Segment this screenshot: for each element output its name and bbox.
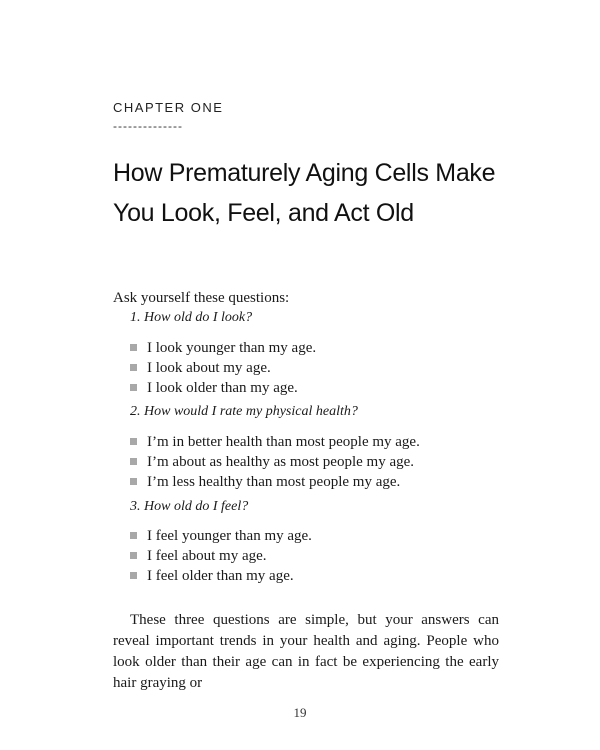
question-2-options: [130, 432, 420, 492]
chapter-rule: --------------: [113, 119, 183, 133]
list-item: [130, 566, 312, 586]
question-1: 1. How old do I look?: [130, 310, 253, 325]
chapter-label: CHAPTER ONE: [113, 100, 224, 115]
option-text: I’m about as healthy as most people my age.: [147, 454, 415, 470]
body-paragraph: These three questions are simple, but your answers can reveal important trends in your health and aging. People who look older than their age can in fact be experiencing the early hair graying or: [113, 612, 499, 691]
option-text: I’m less healthy than most people my age.: [147, 474, 401, 490]
list-item: [130, 452, 420, 472]
intro-text: Ask yourself these questions:: [113, 290, 290, 306]
square-bullet-icon: [130, 552, 137, 559]
option-text: I look about my age.: [147, 360, 271, 376]
square-bullet-icon: [130, 364, 137, 371]
list-item: [130, 378, 316, 398]
question-3-options: [130, 526, 312, 586]
option-text: I feel older than my age.: [147, 568, 294, 584]
square-bullet-icon: [130, 532, 137, 539]
chapter-title: How Prematurely Aging Cells Make You Look, Feel, and Act Old: [113, 159, 496, 227]
square-bullet-icon: [130, 478, 137, 485]
option-text: I look older than my age.: [147, 380, 298, 396]
list-item: [130, 526, 312, 546]
option-text: I look younger than my age.: [147, 340, 317, 356]
square-bullet-icon: [130, 438, 137, 445]
square-bullet-icon: [130, 384, 137, 391]
square-bullet-icon: [130, 344, 137, 351]
list-item: [130, 358, 316, 378]
square-bullet-icon: [130, 572, 137, 579]
list-item: [130, 472, 420, 492]
list-item: [130, 432, 420, 452]
question-1-options: [130, 338, 316, 398]
option-text: I feel about my age.: [147, 548, 267, 564]
option-text: I’m in better health than most people my age.: [147, 434, 420, 450]
option-text: I feel younger than my age.: [147, 528, 312, 544]
square-bullet-icon: [130, 458, 137, 465]
list-item: [130, 546, 312, 566]
page-number: 19: [293, 705, 307, 720]
question-3: 3. How old do I feel?: [130, 499, 249, 514]
question-2: 2. How would I rate my physical health?: [130, 404, 358, 419]
list-item: [130, 338, 316, 358]
